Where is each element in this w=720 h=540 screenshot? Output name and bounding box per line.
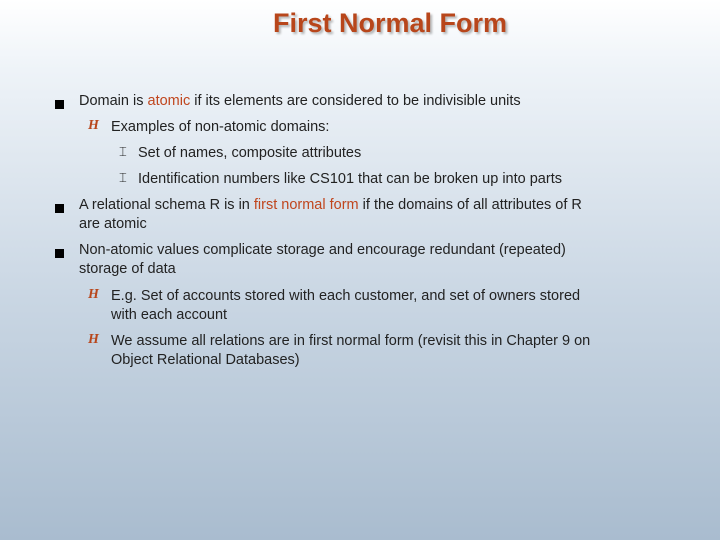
bullet-first-normal-form: A relational schema R is in first normal form if the domains of all attributes of R are atomic	[79, 197, 582, 232]
square-bullet-icon	[55, 100, 64, 109]
subsub-bullet-names: Set of names, composite attributes	[138, 145, 362, 161]
h-bullet-icon: H	[88, 287, 99, 302]
highlight-first-normal-form: first normal form	[253, 197, 359, 213]
square-bullet-icon	[55, 204, 64, 213]
slide-title: First Normal Form	[272, 8, 508, 38]
square-bullet-icon	[55, 249, 64, 258]
sub-bullet-assume-1nf: We assume all relations are in first normal form (revisit this in Chapter 9 on Object Relational Databases)	[111, 333, 591, 368]
box-bullet-icon: ⌶	[119, 171, 127, 186]
subsub-bullet-identification: Identification numbers like CS101 that can be broken up into parts	[138, 171, 562, 187]
bullet-domain-atomic: Domain is atomic if its elements are considered to be indivisible units	[79, 93, 521, 109]
box-bullet-icon: ⌶	[119, 145, 127, 160]
h-bullet-icon: H	[88, 332, 99, 347]
sub-bullet-examples: Examples of non-atomic domains:	[111, 119, 330, 135]
h-bullet-icon: H	[88, 118, 99, 133]
highlight-atomic: atomic	[147, 93, 191, 109]
sub-bullet-eg-accounts: E.g. Set of accounts stored with each customer, and set of owners stored with each account	[111, 288, 581, 323]
bullet-non-atomic-values: Non-atomic values complicate storage and encourage redundant (repeated) storage of data	[79, 242, 566, 277]
